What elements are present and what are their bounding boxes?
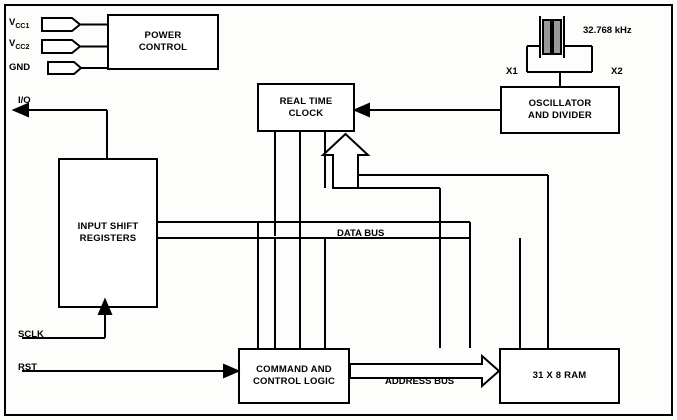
pin-label-sclk: SCLK — [18, 329, 44, 340]
crystal-frequency-label: 32.768 kHz — [583, 25, 632, 36]
pin-label-rst: RST — [18, 362, 37, 373]
pin-label-vcc1: $V_{CC1}$ — [9, 17, 30, 30]
block-oscillator-divider-label: OSCILLATOR AND DIVIDER — [528, 98, 592, 121]
block-power-control-label: POWER CONTROL — [138, 30, 188, 53]
pin-label-io: I/O — [18, 95, 31, 106]
pin-label-x1: X1 — [506, 66, 518, 77]
block-real-time-clock-label: REAL TIME CLOCK — [279, 95, 333, 119]
pin-label-x2: X2 — [611, 66, 623, 77]
pin-label-vcc2: $V_{CC2}$ — [9, 38, 30, 51]
block-input-shift-registers-label: INPUT SHIFT REGISTERS — [77, 221, 139, 244]
bus-label-address: ADDRESS BUS — [382, 376, 457, 387]
bus-label-data: DATA BUS — [334, 228, 387, 239]
block-command-control-logic-label: COMMAND AND CONTROL LOGIC — [252, 364, 336, 387]
block-ram-label: 31 X 8 RAM — [532, 370, 587, 382]
pin-label-gnd: GND — [9, 62, 31, 73]
